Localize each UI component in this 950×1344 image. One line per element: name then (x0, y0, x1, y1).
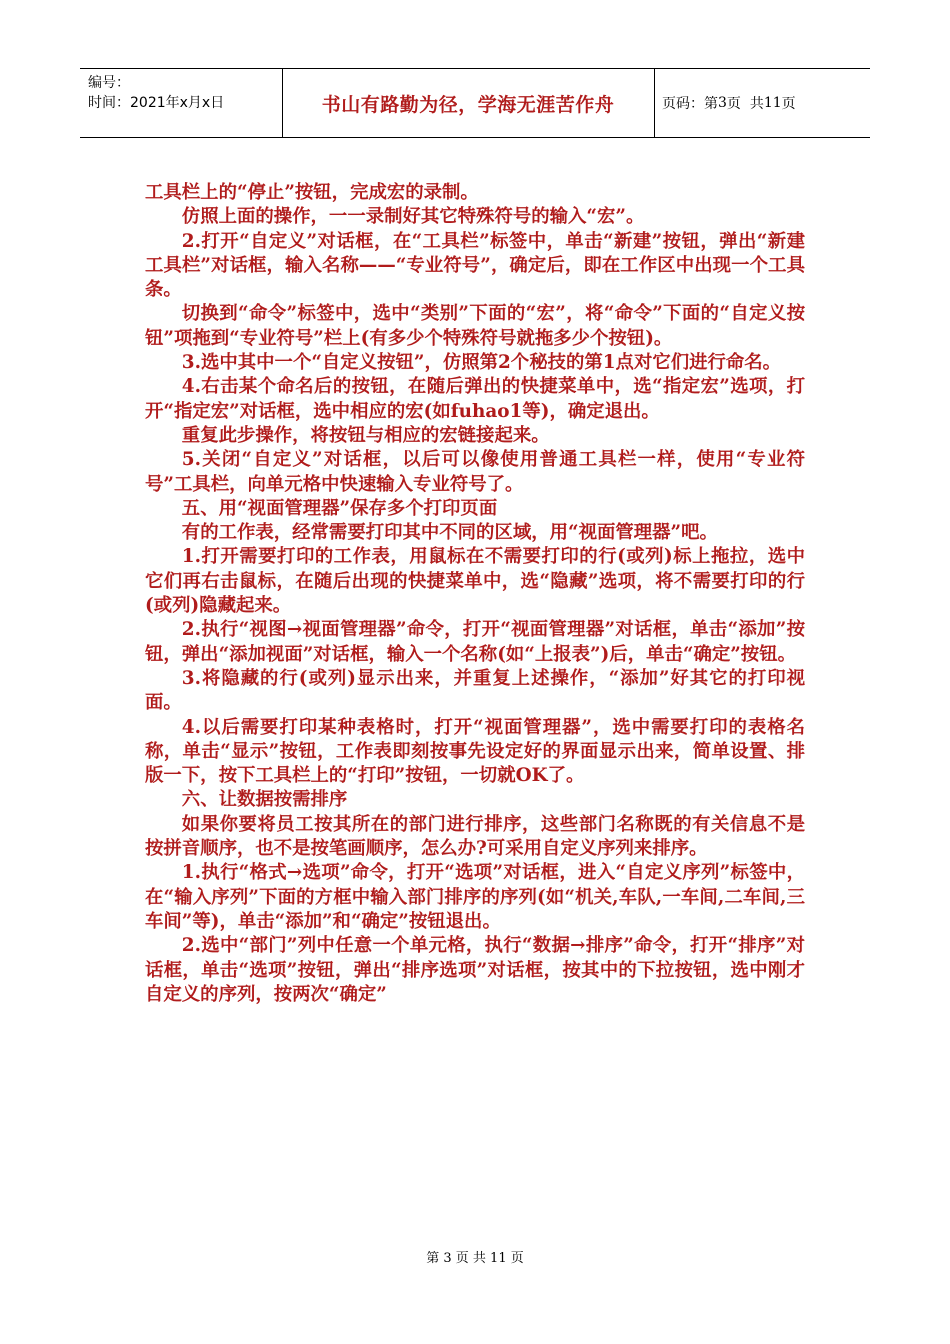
paragraph: 3.选中其中一个“自定义按钮”，仿照第2个秘技的第1点对它们进行命名。 (181, 352, 782, 374)
paragraph: 2.打开“自定义”对话框，在“工具栏”标签中，单击“新建”按钮，弹出“新建工具栏”对话框，输入名称——“专业符号”，确定后，即在工作区中出现一个工具条。 (145, 230, 805, 301)
time-label: 时间：2021年x月x日 (88, 95, 225, 111)
paragraph: 1.打开需要打印的工作表，用鼠标在不需要打印的行(或列)标上拖拉，选中它们再右击鼠标，在随后出现的快捷菜单中，选“隐藏”选项，将不需要打印的行(或列)隐藏起来。 (145, 546, 805, 617)
paragraph: 如果你要将员工按其所在的部门进行排序，这些部门名称既的有关信息不是按拼音顺序，也不是按笔画顺序，怎么办?可采用自定义序列来排序。 (145, 813, 805, 860)
paragraph: 4.以后需要打印某种表格时，打开“视面管理器”，选中需要打印的表格名称，单击“显示”按钮，工作表即刻按事先设定好的界面显示出来，简单设置、排版一下，按下工具栏上的“打印”按钮，一切就OK了。 (145, 716, 805, 787)
paragraph: 五、用“视面管理器”保存多个打印页面 (181, 497, 498, 519)
number-label: 编号： (88, 75, 130, 91)
page-total: 11 (763, 95, 782, 111)
header-page-info (662, 69, 868, 137)
header-motto: 书山有路勤为径，学海无涯苦作舟 (321, 93, 615, 116)
paragraph: 切换到“命令”标签中，选中“类别”下面的“宏”，将“命令”下面的“自定义按钮”项拖到“专业符号”栏上(有多少个特殊符号就拖多少个按钮)。 (145, 303, 805, 349)
paragraph: 5.关闭“自定义”对话框，以后可以像使用普通工具栏一样，使用“专业符号”工具栏，向单元格中快速输入专业符号了。 (145, 449, 805, 495)
paragraph: 2.执行“视图→视面管理器”命令，打开“视面管理器”对话框，单击“添加”按钮，弹出“添加视面”对话框，输入一个名称(如“上报表”)后，单击“确定”按钮。 (145, 619, 805, 665)
paragraph: 2.选中“部门”列中任意一个单元格，执行“数据→排序”命令，打开“排序”对话框，单击“选项”按钮，弹出“排序选项”对话框，按其中的下拉按钮，选中刚才自定义的序列，按两次“确定” (145, 935, 805, 1005)
page-current: 3 (718, 95, 727, 111)
page-info-prefix: 页码：第 (662, 96, 718, 112)
paragraph: 有的工作表，经常需要打印其中不同的区域，用“视面管理器”吧。 (181, 522, 718, 544)
paragraph: 六、让数据按需排序 (181, 789, 348, 811)
header-table (80, 68, 870, 138)
paragraph: 重复此步操作，将按钮与相应的宏链接起来。 (181, 424, 550, 446)
header-divider (654, 69, 655, 137)
body-text (145, 181, 805, 1007)
page-info-mid: 页 共 (726, 96, 764, 112)
page-info-suffix: 页 (781, 96, 796, 112)
paragraph: 4.右击某个命名后的按钮，在随后弹出的快捷菜单中，选“指定宏”选项，打开“指定宏”对话框，选中相应的宏(如fuhao1等)，确定退出。 (145, 376, 805, 422)
paragraph: 仿照上面的操作，一一录制好其它特殊符号的输入“宏”。 (181, 206, 645, 228)
paragraph: 1.执行“格式→选项”命令，打开“选项”对话框，进入“自定义序列”标签中，在“输入序列”下面的方框中输入部门排序的序列(如“机关,车队,一车间,二车间,三车间”等)，单击“添加”和“确定”按钮退出。 (145, 862, 805, 932)
paragraph: 工具栏上的“停止”按钮，完成宏的录制。 (145, 182, 479, 203)
paragraph: 3.将隐藏的行(或列)显示出来，并重复上述操作，“添加”好其它的打印视面。 (145, 667, 805, 714)
page-footer: 第 3 页 共 11 页 (426, 1251, 524, 1266)
header-meta (88, 73, 278, 113)
